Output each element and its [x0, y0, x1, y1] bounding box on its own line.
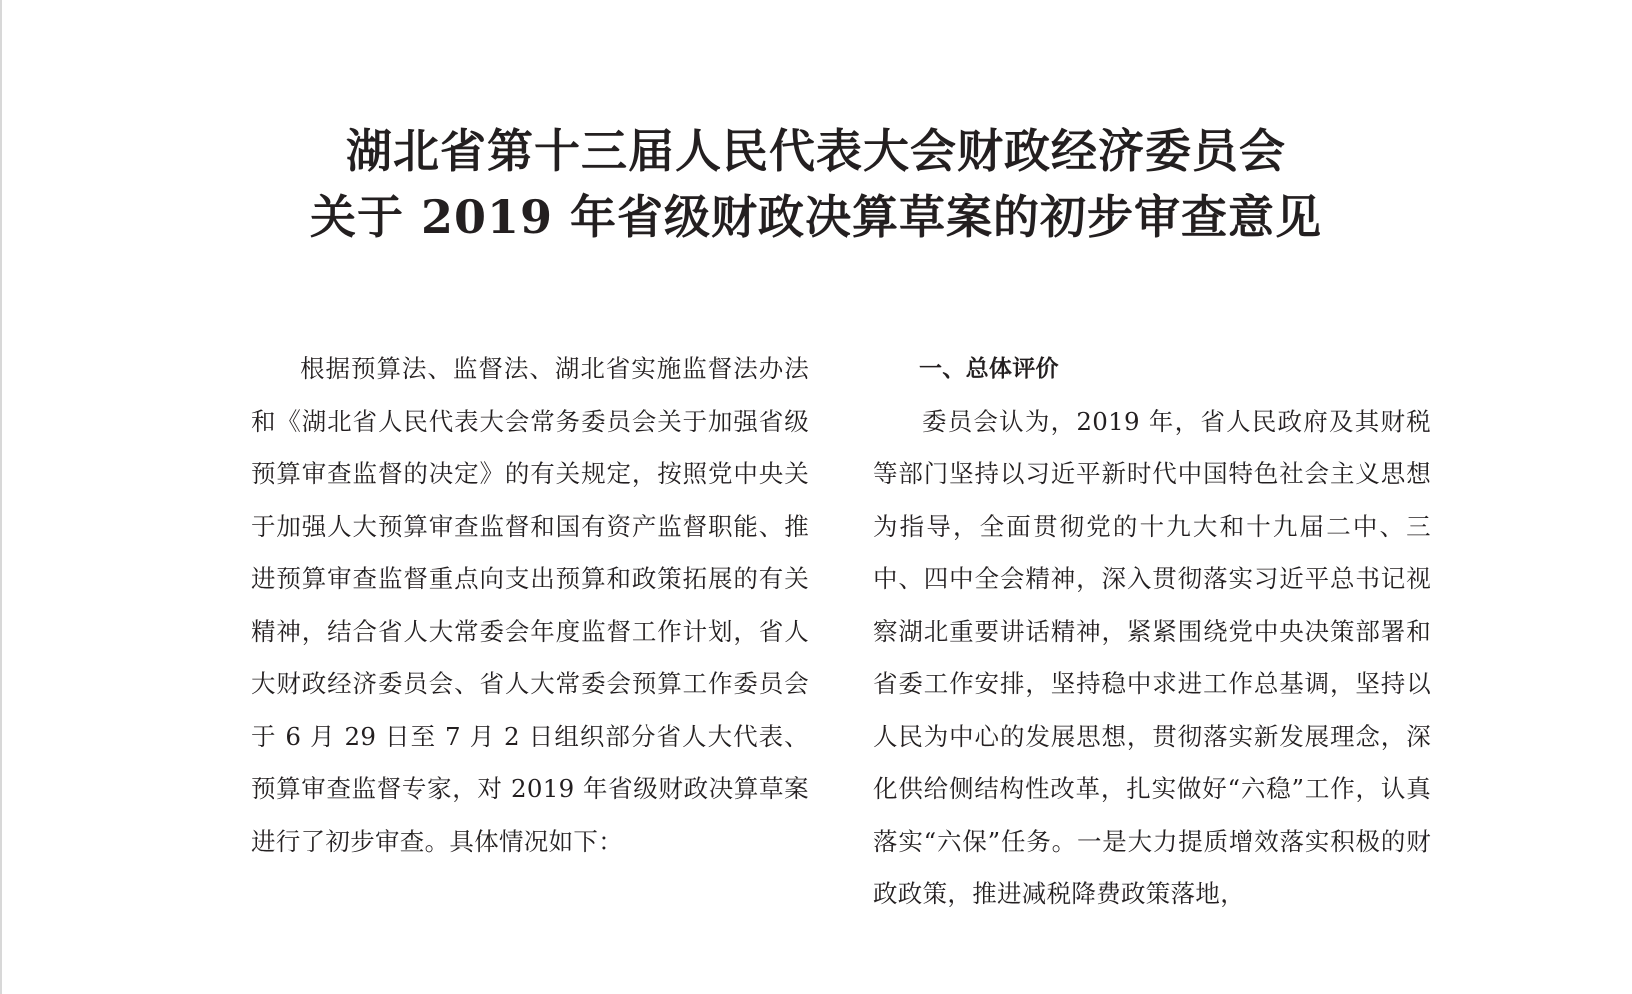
right-column	[873, 343, 1431, 921]
intro-paragraph: 根据预算法、监督法、湖北省实施监督法办法和《湖北省人民代表大会常务委员会关于加强省级预算审查监督的决定》的有关规定，按照党中央关于加强人大预算审查监督和国有资产监督职能、推进预算审查监督重点向支出预算和政策拓展的有关精神，结合省人大常委会年度监督工作计划，省人大财政经济委员会、省人大常委会预算工作委员会于 6 月 29 日至 7 月 2 日组织部分省人大代表、预算审查监督专家，对 2019 年省级财政决算草案进行了初步审查。具体情况如下：	[251, 354, 809, 856]
section-paragraph: 委员会认为，2019 年，省人民政府及其财税等部门坚持以习近平新时代中国特色社会主义思想为指导，全面贯彻党的十九大和十九届二中、三中、四中全会精神，深入贯彻落实习近平总书记视察湖北重要讲话精神，紧紧围绕党中央决策部署和省委工作安排，坚持稳中求进工作总基调，坚持以人民为中心的发展思想，贯彻落实新发展理念，深化供给侧结构性改革，扎实做好“六稳”工作，认真落实“六保”任务。一是大力提质增效落实积极的财政政策，推进减税降费政策落地，	[873, 406, 1431, 908]
left-column	[251, 343, 809, 868]
section-heading-overall-evaluation: 一、总体评价	[919, 356, 1059, 382]
title-line-1: 湖北省第十三届人民代表大会财政经济委员会	[346, 124, 1286, 178]
document-title	[0, 118, 1632, 250]
title-line-2: 关于 2019 年省级财政决算草案的初步审查意见	[309, 190, 1323, 244]
